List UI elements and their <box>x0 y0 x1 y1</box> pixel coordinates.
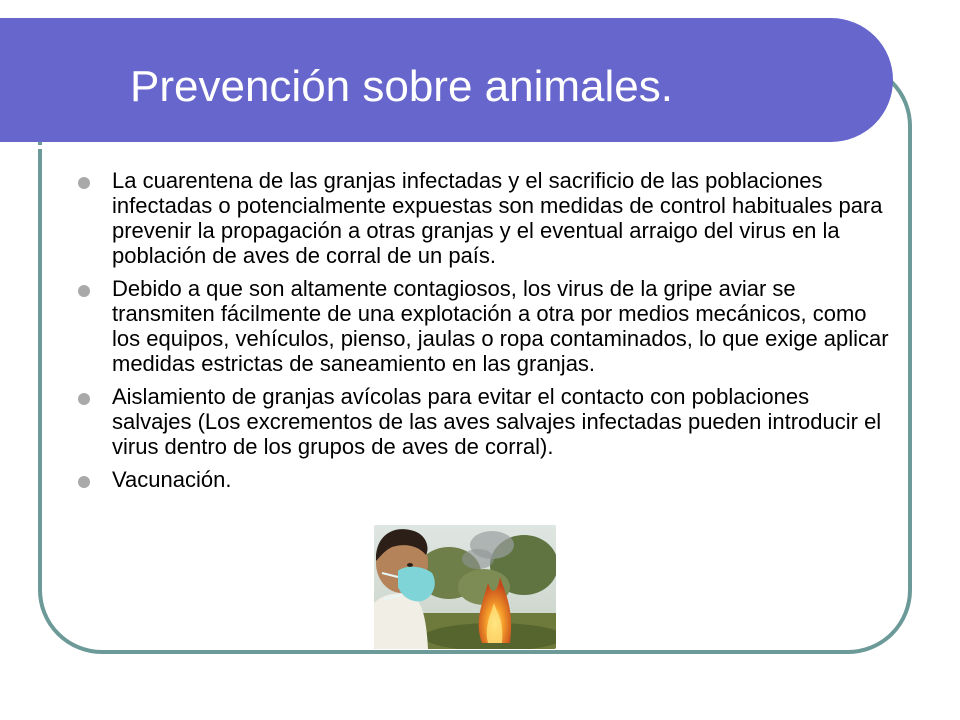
bullet-text: La cuarentena de las granjas infectadas y el sacrificio de las poblaciones infectadas o potencialmente expuestas son medidas de control habituales para prevenir la propagación a otras granjas y el eventual arraigo del virus en la población de aves de corral de un país. <box>112 168 883 268</box>
bullet-list <box>74 168 894 500</box>
boy-with-mask-photo <box>374 525 556 649</box>
bullet-text: Aislamiento de granjas avícolas para evitar el contacto con poblaciones salvajes (Los excrementos de las aves salvajes infectadas pueden introducir el virus dentro de los grupos de aves de corral). <box>112 384 882 459</box>
slide-title: Prevención sobre animales. <box>130 62 673 111</box>
photo-illustration <box>374 525 556 649</box>
bullet-dot-icon <box>78 177 90 189</box>
title-bar <box>0 18 893 142</box>
bullet-text: Vacunación. <box>112 467 232 492</box>
title-underline <box>0 145 848 149</box>
bullet-item <box>74 384 894 459</box>
bullet-item <box>74 168 894 268</box>
bullet-text: Debido a que son altamente contagiosos, los virus de la gripe aviar se transmiten fácilmente de una explotación a otra por medios mecánicos, como los equipos, vehículos, pienso, jaulas o ropa contaminados, lo que exige aplicar medidas estrictas de saneamiento en las granjas. <box>112 276 889 376</box>
bullet-dot-icon <box>78 476 90 488</box>
bullet-dot-icon <box>78 285 90 297</box>
bullet-dot-icon <box>78 393 90 405</box>
bullet-item <box>74 276 894 376</box>
bullet-item <box>74 467 894 492</box>
